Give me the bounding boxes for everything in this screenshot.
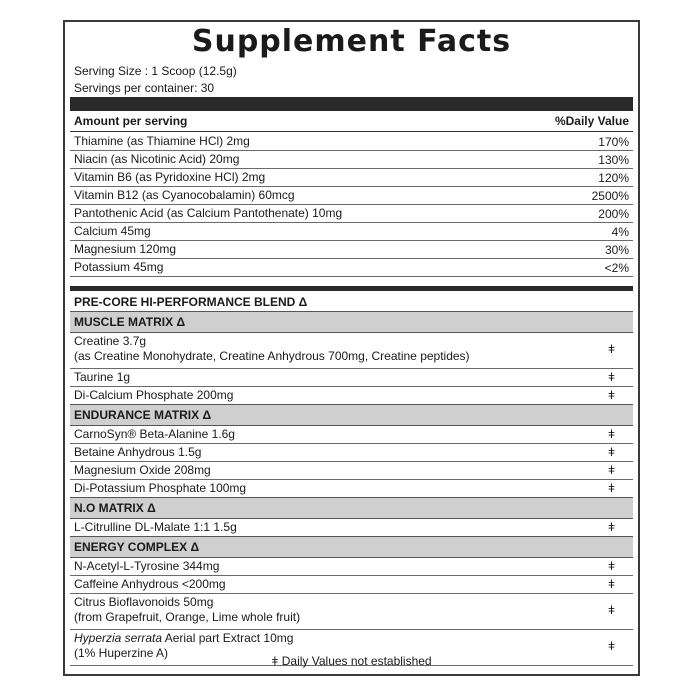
ingredient-name-text: Di-Calcium Phosphate 200mg (74, 388, 234, 402)
thick-divider (70, 97, 633, 111)
nutrient-name: Vitamin B12 (as Cyanocobalamin) 60mcg (74, 188, 295, 202)
ingredient-name (74, 388, 233, 403)
nutrient-name: Magnesium 120mg (74, 242, 177, 256)
nutrient-row (70, 150, 633, 169)
nutrient-name: Thiamine (as Thiamine HCl) 2mg (74, 134, 250, 148)
ingredient-name (74, 445, 201, 460)
nutrient-row (70, 204, 633, 223)
ingredient-name-text: Caffeine Anhydrous <200mg (74, 577, 226, 591)
ingredient-row (70, 557, 633, 576)
dagger-mark: ǂ (607, 463, 615, 477)
section-title: MUSCLE MATRIX Δ (74, 315, 186, 329)
dagger-mark: ǂ (607, 370, 615, 384)
nutrient-daily-value: 30% (604, 243, 629, 257)
dagger-mark: ǂ (607, 445, 615, 459)
nutrient-row (70, 222, 633, 241)
dagger-mark: ǂ (607, 559, 615, 573)
ingredient-name (74, 370, 130, 385)
ingredient-name (74, 334, 470, 364)
ingredient-name (74, 577, 226, 592)
ingredient-row (70, 368, 633, 387)
blend-title: PRE-CORE HI-PERFORMANCE BLEND Δ (74, 295, 308, 309)
ingredient-row (70, 386, 633, 405)
dagger-mark: ǂ (607, 520, 615, 534)
dagger-mark: ǂ (607, 577, 615, 591)
section-header (70, 536, 633, 558)
ingredient-name (74, 481, 246, 496)
ingredient-row (70, 479, 633, 498)
ingredient-row (70, 461, 633, 480)
supplement-facts-panel (63, 20, 640, 676)
daily-value-header: %Daily Value (554, 114, 629, 128)
section-title: ENERGY COMPLEX Δ (74, 540, 200, 554)
nutrient-row (70, 240, 633, 259)
ingredient-name-text: Citrus Bioflavonoids 50mg (74, 595, 214, 609)
ingredient-name-text: Di-Potassium Phosphate 100mg (74, 481, 247, 495)
ingredient-subtext: (1% Huperzine A) (74, 646, 169, 660)
ingredient-name (74, 520, 237, 535)
dagger-mark: ǂ (607, 427, 615, 441)
nutrient-name: Potassium 45mg (74, 260, 164, 274)
nutrient-daily-value: 130% (598, 153, 629, 167)
ingredient-subtext: (as Creatine Monohydrate, Creatine Anhydrous 700mg, Creatine peptides) (74, 349, 470, 363)
blend-title-row (70, 291, 633, 312)
nutrient-row (70, 258, 633, 277)
section-title: ENDURANCE MATRIX Δ (74, 408, 212, 422)
nutrient-daily-value: 2500% (591, 189, 629, 203)
table-header (70, 111, 633, 132)
nutrient-daily-value: 170% (598, 135, 629, 149)
dagger-mark: ǂ (607, 639, 615, 653)
dagger-mark: ǂ (607, 388, 615, 402)
ingredient-row (70, 332, 633, 369)
dagger-mark: ǂ (607, 481, 615, 495)
ingredient-name (74, 595, 300, 625)
nutrient-name: Niacin (as Nicotinic Acid) 20mg (74, 152, 240, 166)
ingredient-name-text: Creatine 3.7g (74, 334, 147, 348)
nutrient-daily-value: 120% (598, 171, 629, 185)
ingredient-subtext: (from Grapefruit, Orange, Lime whole fruit) (74, 610, 301, 624)
nutrient-name: Vitamin B6 (as Pyridoxine HCl) 2mg (74, 170, 266, 184)
ingredient-name-text: L-Citrulline DL-Malate 1:1 1.5g (74, 520, 237, 534)
ingredient-row (70, 593, 633, 630)
ingredient-name-text: N-Acetyl-L-Tyrosine 344mg (74, 559, 220, 573)
ingredient-row (70, 443, 633, 462)
ingredient-name-text: Aerial part Extract 10mg (162, 631, 294, 645)
nutrient-row (70, 186, 633, 205)
nutrient-daily-value: 4% (611, 225, 629, 239)
ingredient-row (70, 425, 633, 444)
amount-per-serving-header: Amount per serving (74, 114, 188, 128)
footer-note: ǂ Daily Values not established (271, 654, 432, 668)
ingredient-name-italic: Hyperzia serrata (74, 631, 163, 645)
ingredient-name (74, 463, 211, 478)
section-header (70, 311, 633, 333)
ingredient-name-text: Betaine Anhydrous 1.5g (74, 445, 202, 459)
ingredient-name (74, 427, 235, 442)
dagger-mark: ǂ (607, 342, 615, 356)
nutrient-daily-value: <2% (604, 261, 629, 275)
section-title: N.O MATRIX Δ (74, 501, 156, 515)
serving-size: Serving Size : 1 Scoop (12.5g) (74, 64, 237, 78)
dagger-mark: ǂ (607, 603, 615, 617)
ingredient-name-text: Magnesium Oxide 208mg (74, 463, 211, 477)
ingredient-row (70, 575, 633, 594)
nutrient-name: Calcium 45mg (74, 224, 151, 238)
nutrient-row (70, 132, 633, 151)
nutrient-row (70, 168, 633, 187)
ingredient-name-text: CarnoSyn® Beta-Alanine 1.6g (74, 427, 235, 441)
panel-title: Supplement Facts (191, 24, 512, 59)
ingredient-name (74, 559, 219, 574)
section-header (70, 404, 633, 426)
ingredient-name-text: Taurine 1g (74, 370, 131, 384)
section-header (70, 497, 633, 519)
nutrient-name: Pantothenic Acid (as Calcium Pantothenate) 10mg (74, 206, 343, 220)
ingredient-row (70, 518, 633, 537)
servings-per-container: Servings per container: 30 (74, 81, 215, 95)
nutrient-daily-value: 200% (598, 207, 629, 221)
